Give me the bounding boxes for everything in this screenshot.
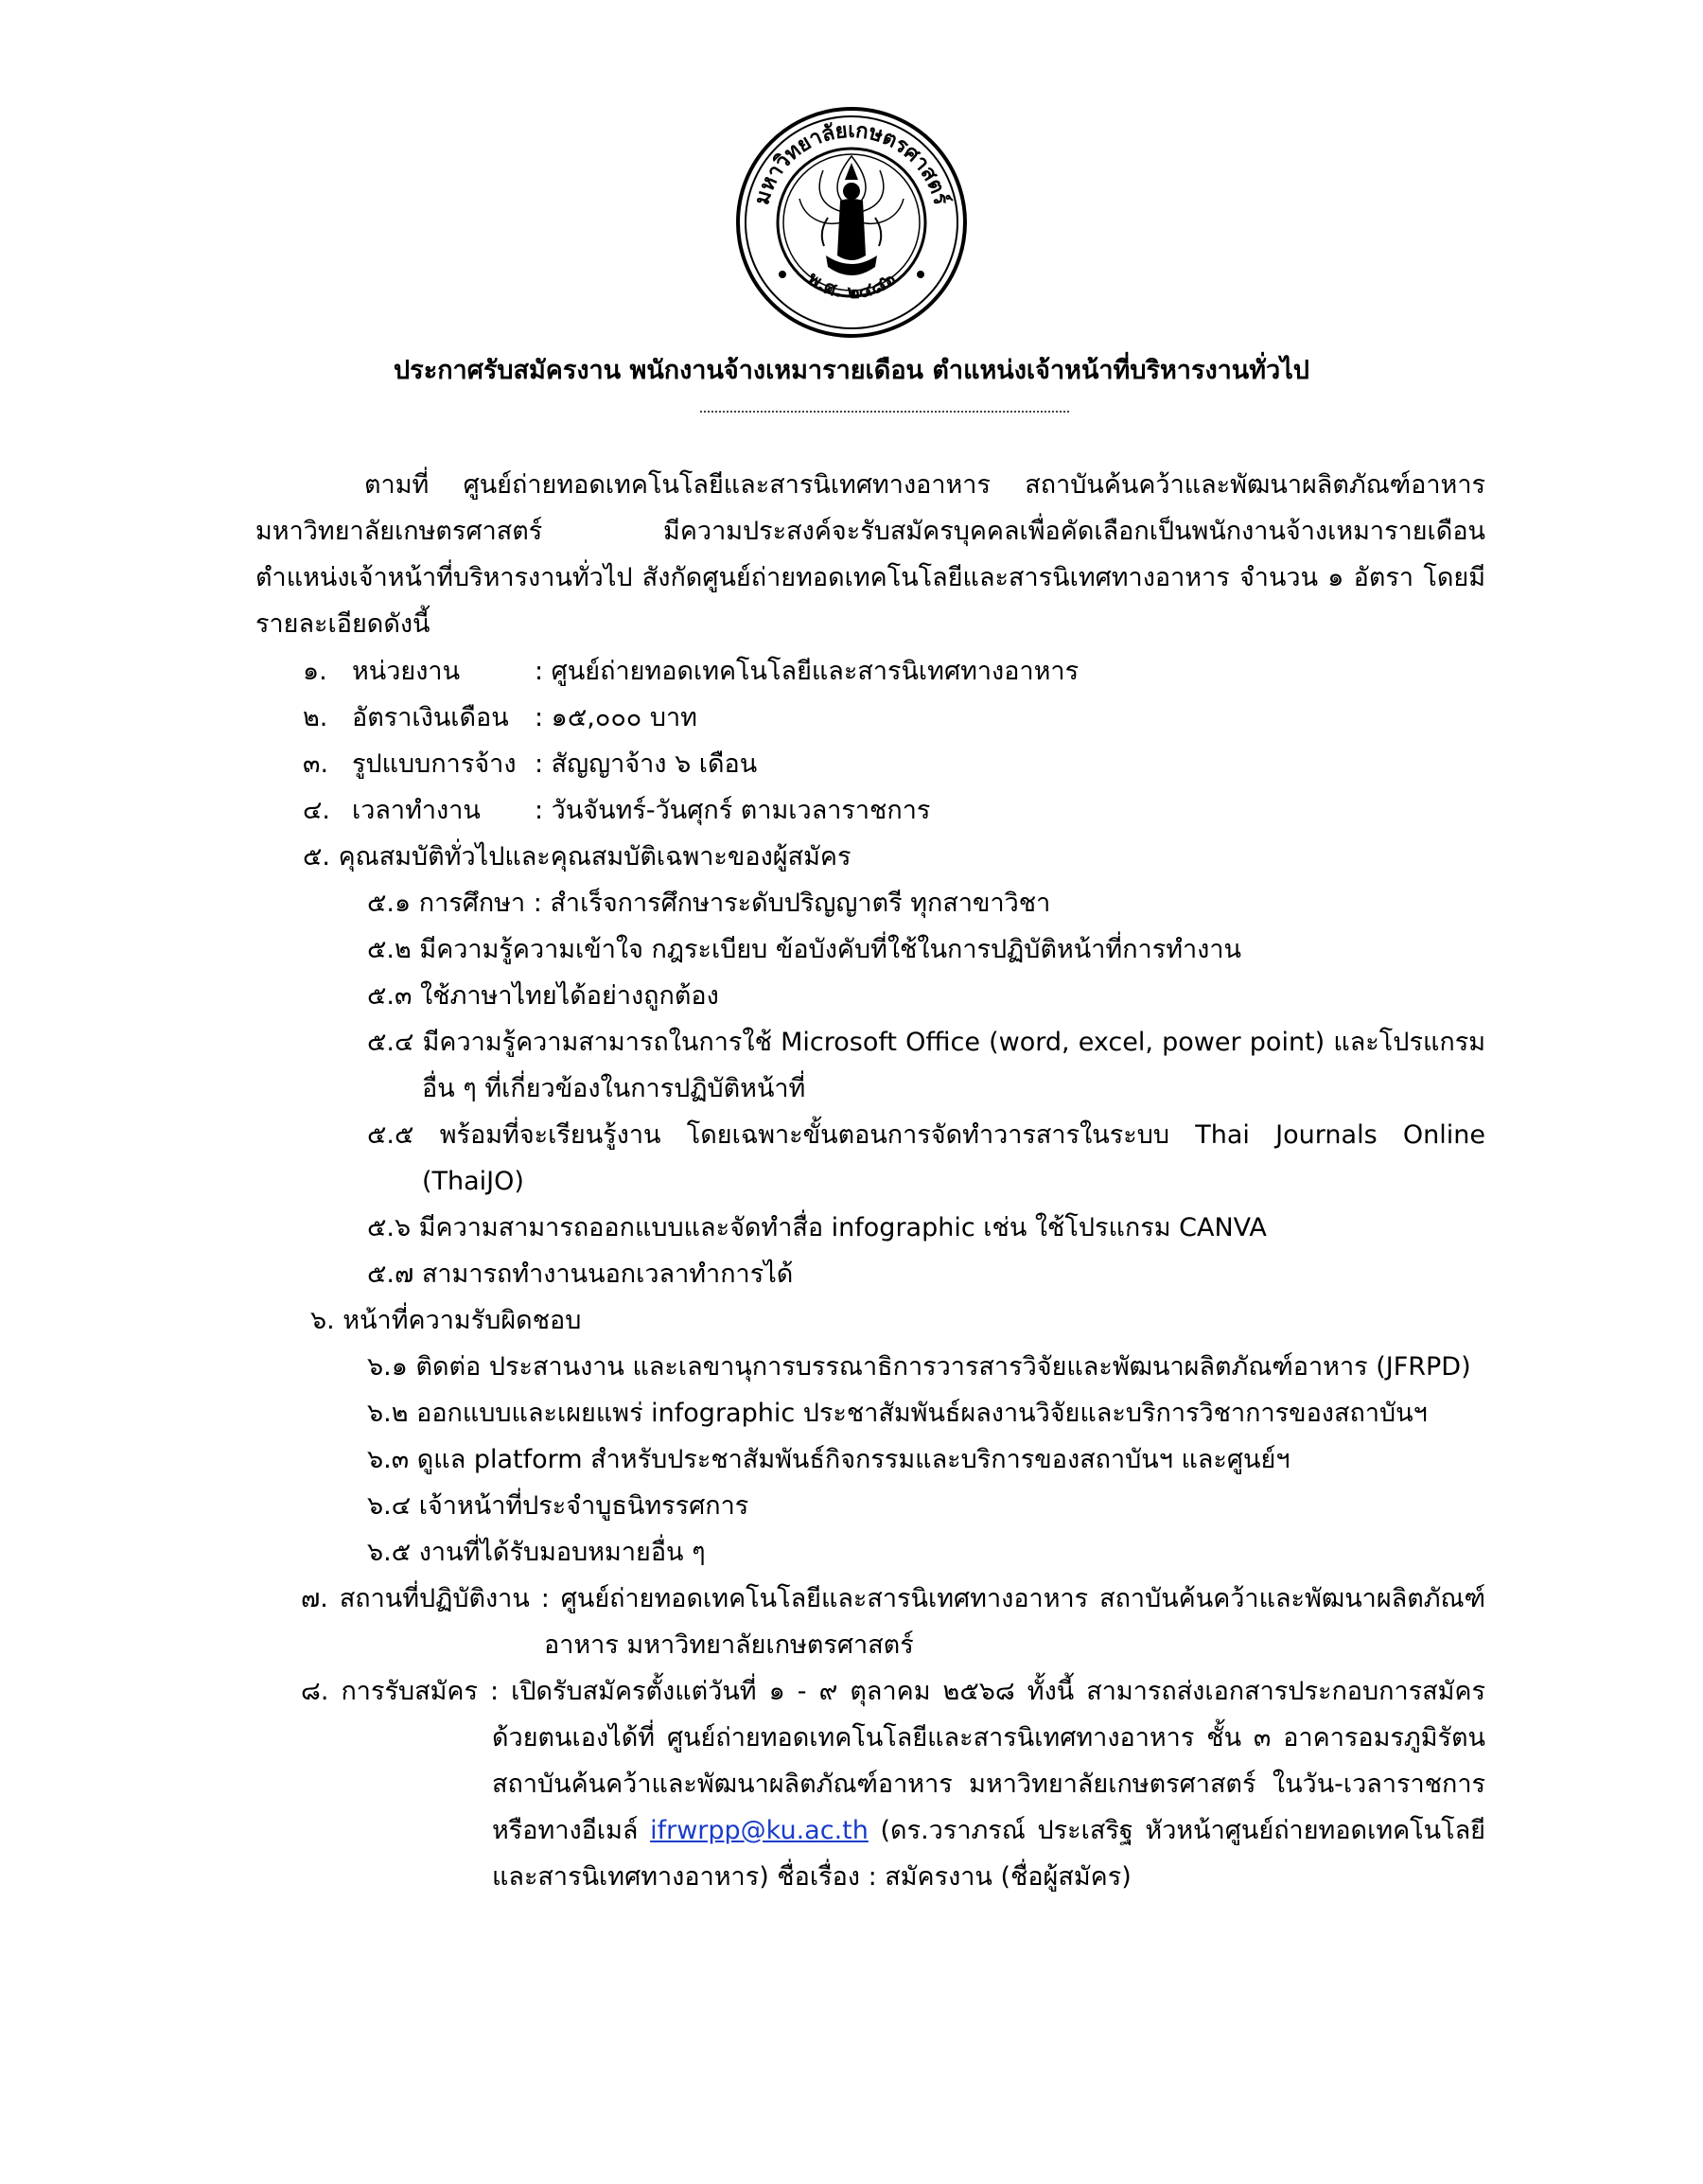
intro-line: ตำแหน่งเจ้าหน้าที่บริหารงานทั่วไป สังกัดศูนย์ถ่ายทอดเทคโนโลยีและสารนิเทศทางอาหาร จำนวน ๑ อัตรา โดยมี [255, 563, 1485, 592]
section5-item: ๕.๒ มีความรู้ความเข้าใจ กฎระเบียบ ข้อบังคับที่ใช้ในการปฏิบัติหน้าที่การทำงาน [367, 935, 1241, 964]
section8-line: และสารนิเทศทางอาหาร) ชื่อเรื่อง : สมัครงาน (ชื่อผู้สมัคร) [492, 1862, 1132, 1892]
section5-item: ๕.๓ ใช้ภาษาไทยได้อย่างถูกต้อง [367, 981, 719, 1011]
section5-line: ๕.๕ พร้อมที่จะเรียนรู้งาน โดยเฉพาะขั้นตอนการจัดทำวารสารในระบบ Thai Journals Online [367, 1120, 1485, 1150]
item-label: อัตราเงินเดือน [352, 703, 509, 732]
section5-item: ๕.๑ การศึกษา : สำเร็จการศึกษาระดับปริญญาตรี ทุกสาขาวิชา [367, 889, 1051, 918]
item-number: ๑. [303, 657, 327, 686]
page-title: ประกาศรับสมัครงาน พนักงานจ้างเหมารายเดือน ตำแหน่งเจ้าหน้าที่บริหารงานทั่วไป [394, 356, 1309, 385]
section6-heading: ๖. หน้าที่ความรับผิดชอบ [310, 1306, 582, 1335]
section8-line: สถาบันค้นคว้าและพัฒนาผลิตภัณฑ์อาหาร มหาวิทยาลัยเกษตรศาสตร์ ในวัน-เวลาราชการ [492, 1770, 1485, 1799]
item-label: รูปแบบการจ้าง [352, 749, 517, 779]
title-divider [700, 411, 1069, 413]
section8-line: ๘. การรับสมัคร : เปิดรับสมัครตั้งแต่วันที่ ๑ - ๙ ตุลาคม ๒๕๖๘ ทั้งนี้ สามารถส่งเอกสารประกอบการสมัคร [301, 1677, 1485, 1706]
item-value: : วันจันทร์-วันศุกร์ ตามเวลาราชการ [535, 796, 931, 825]
section8-line [492, 1807, 1485, 1854]
section5-item [367, 1112, 1485, 1158]
intro-paragraph [255, 462, 1485, 647]
section6-item: ๖.๓ ดูแล platform สำหรับประชาสัมพันธ์กิจกรรมและบริการของสถาบันฯ และศูนย์ฯ [367, 1445, 1290, 1474]
section6-item: ๖.๑ ติดต่อ ประสานงาน และเลขานุการบรรณาธิการวารสารวิจัยและพัฒนาผลิตภัณฑ์อาหาร (JFRPD) [367, 1352, 1471, 1382]
item-label: เวลาทำงาน [352, 796, 481, 825]
section6-item: ๖.๒ ออกแบบและเผยแพร่ infographic ประชาสัมพันธ์ผลงานวิจัยและบริการวิชาการของสถาบันฯ [367, 1399, 1428, 1428]
item-value: : สัญญาจ้าง ๖ เดือน [535, 749, 758, 779]
item-number: ๓. [303, 749, 329, 779]
section8 [492, 1715, 1485, 1900]
email-prefix: หรือทางอีเมล์ [492, 1816, 651, 1845]
item-label: หน่วยงาน [352, 657, 461, 686]
section5-item [367, 1019, 1485, 1066]
seal-name-text: มหาวิทยาลัยเกษตรศาสตร์ [750, 118, 953, 208]
contact-email-link[interactable]: ifrwrpp@ku.ac.th [650, 1816, 869, 1845]
intro-line: ตามที่ ศูนย์ถ่ายทอดเทคโนโลยีและสารนิเทศทางอาหาร สถาบันค้นคว้าและพัฒนาผลิตภัณฑ์อาหาร [364, 470, 1485, 500]
seal-year-text: พ.ศ. ๒๔๘๖ [803, 266, 900, 304]
section7-line: ๗. สถานที่ปฏิบัติงาน : ศูนย์ถ่ายทอดเทคโนโลยีและสารนิเทศทางอาหาร สถาบันค้นคว้าและพัฒนาผลิตภัณฑ์ [301, 1584, 1485, 1613]
intro-line: รายละเอียดดังนี้ [255, 609, 430, 639]
section6-item: ๖.๕ งานที่ได้รับมอบหมายอื่น ๆ [367, 1538, 706, 1567]
section7 [301, 1576, 1485, 1622]
section5-item: ๕.๗ สามารถทำงานนอกเวลาทำการได้ [367, 1259, 794, 1289]
section8 [301, 1668, 1485, 1715]
intro-line: มหาวิทยาลัยเกษตรศาสตร์ มีความประสงค์จะรับสมัครบุคคลเพื่อคัดเลือกเป็นพนักงานจ้างเหมารายเดือน [255, 517, 1485, 546]
university-seal-logo [733, 104, 970, 341]
section5-heading: ๕. คุณสมบัติทั่วไปและคุณสมบัติเฉพาะของผู้สมัคร [303, 842, 852, 872]
item-value: : ๑๕,๐๐๐ บาท [535, 703, 697, 732]
section5-line: ๕.๔ มีความรู้ความสามารถในการใช้ Microsoft Office (word, excel, power point) และโปรแกรม [367, 1028, 1485, 1057]
item-number: ๒. [303, 703, 328, 732]
item-value: : ศูนย์ถ่ายทอดเทคโนโลยีและสารนิเทศทางอาหาร [535, 657, 1080, 686]
section7-line: อาหาร มหาวิทยาลัยเกษตรศาสตร์ [544, 1630, 914, 1660]
section8-line: ด้วยตนเองได้ที่ ศูนย์ถ่ายทอดเทคโนโลยีและสารนิเทศทางอาหาร ชั้น ๓ อาคารอมรภูมิรัตน [492, 1723, 1485, 1752]
section5-item: ๕.๖ มีความสามารถออกแบบและจัดทำสื่อ infographic เช่น ใช้โปรแกรม CANVA [367, 1213, 1267, 1242]
item-number: ๔. [303, 796, 331, 825]
email-suffix: (ดร.วราภรณ์ ประเสริฐ หัวหน้าศูนย์ถ่ายทอดเทคโนโลยี [868, 1816, 1485, 1845]
section5-line: (ThaiJO) [422, 1167, 524, 1196]
section5-line: อื่น ๆ ที่เกี่ยวข้องในการปฏิบัติหน้าที่ [422, 1074, 806, 1103]
section6-item: ๖.๔ เจ้าหน้าที่ประจำบูธนิทรรศการ [367, 1491, 749, 1521]
